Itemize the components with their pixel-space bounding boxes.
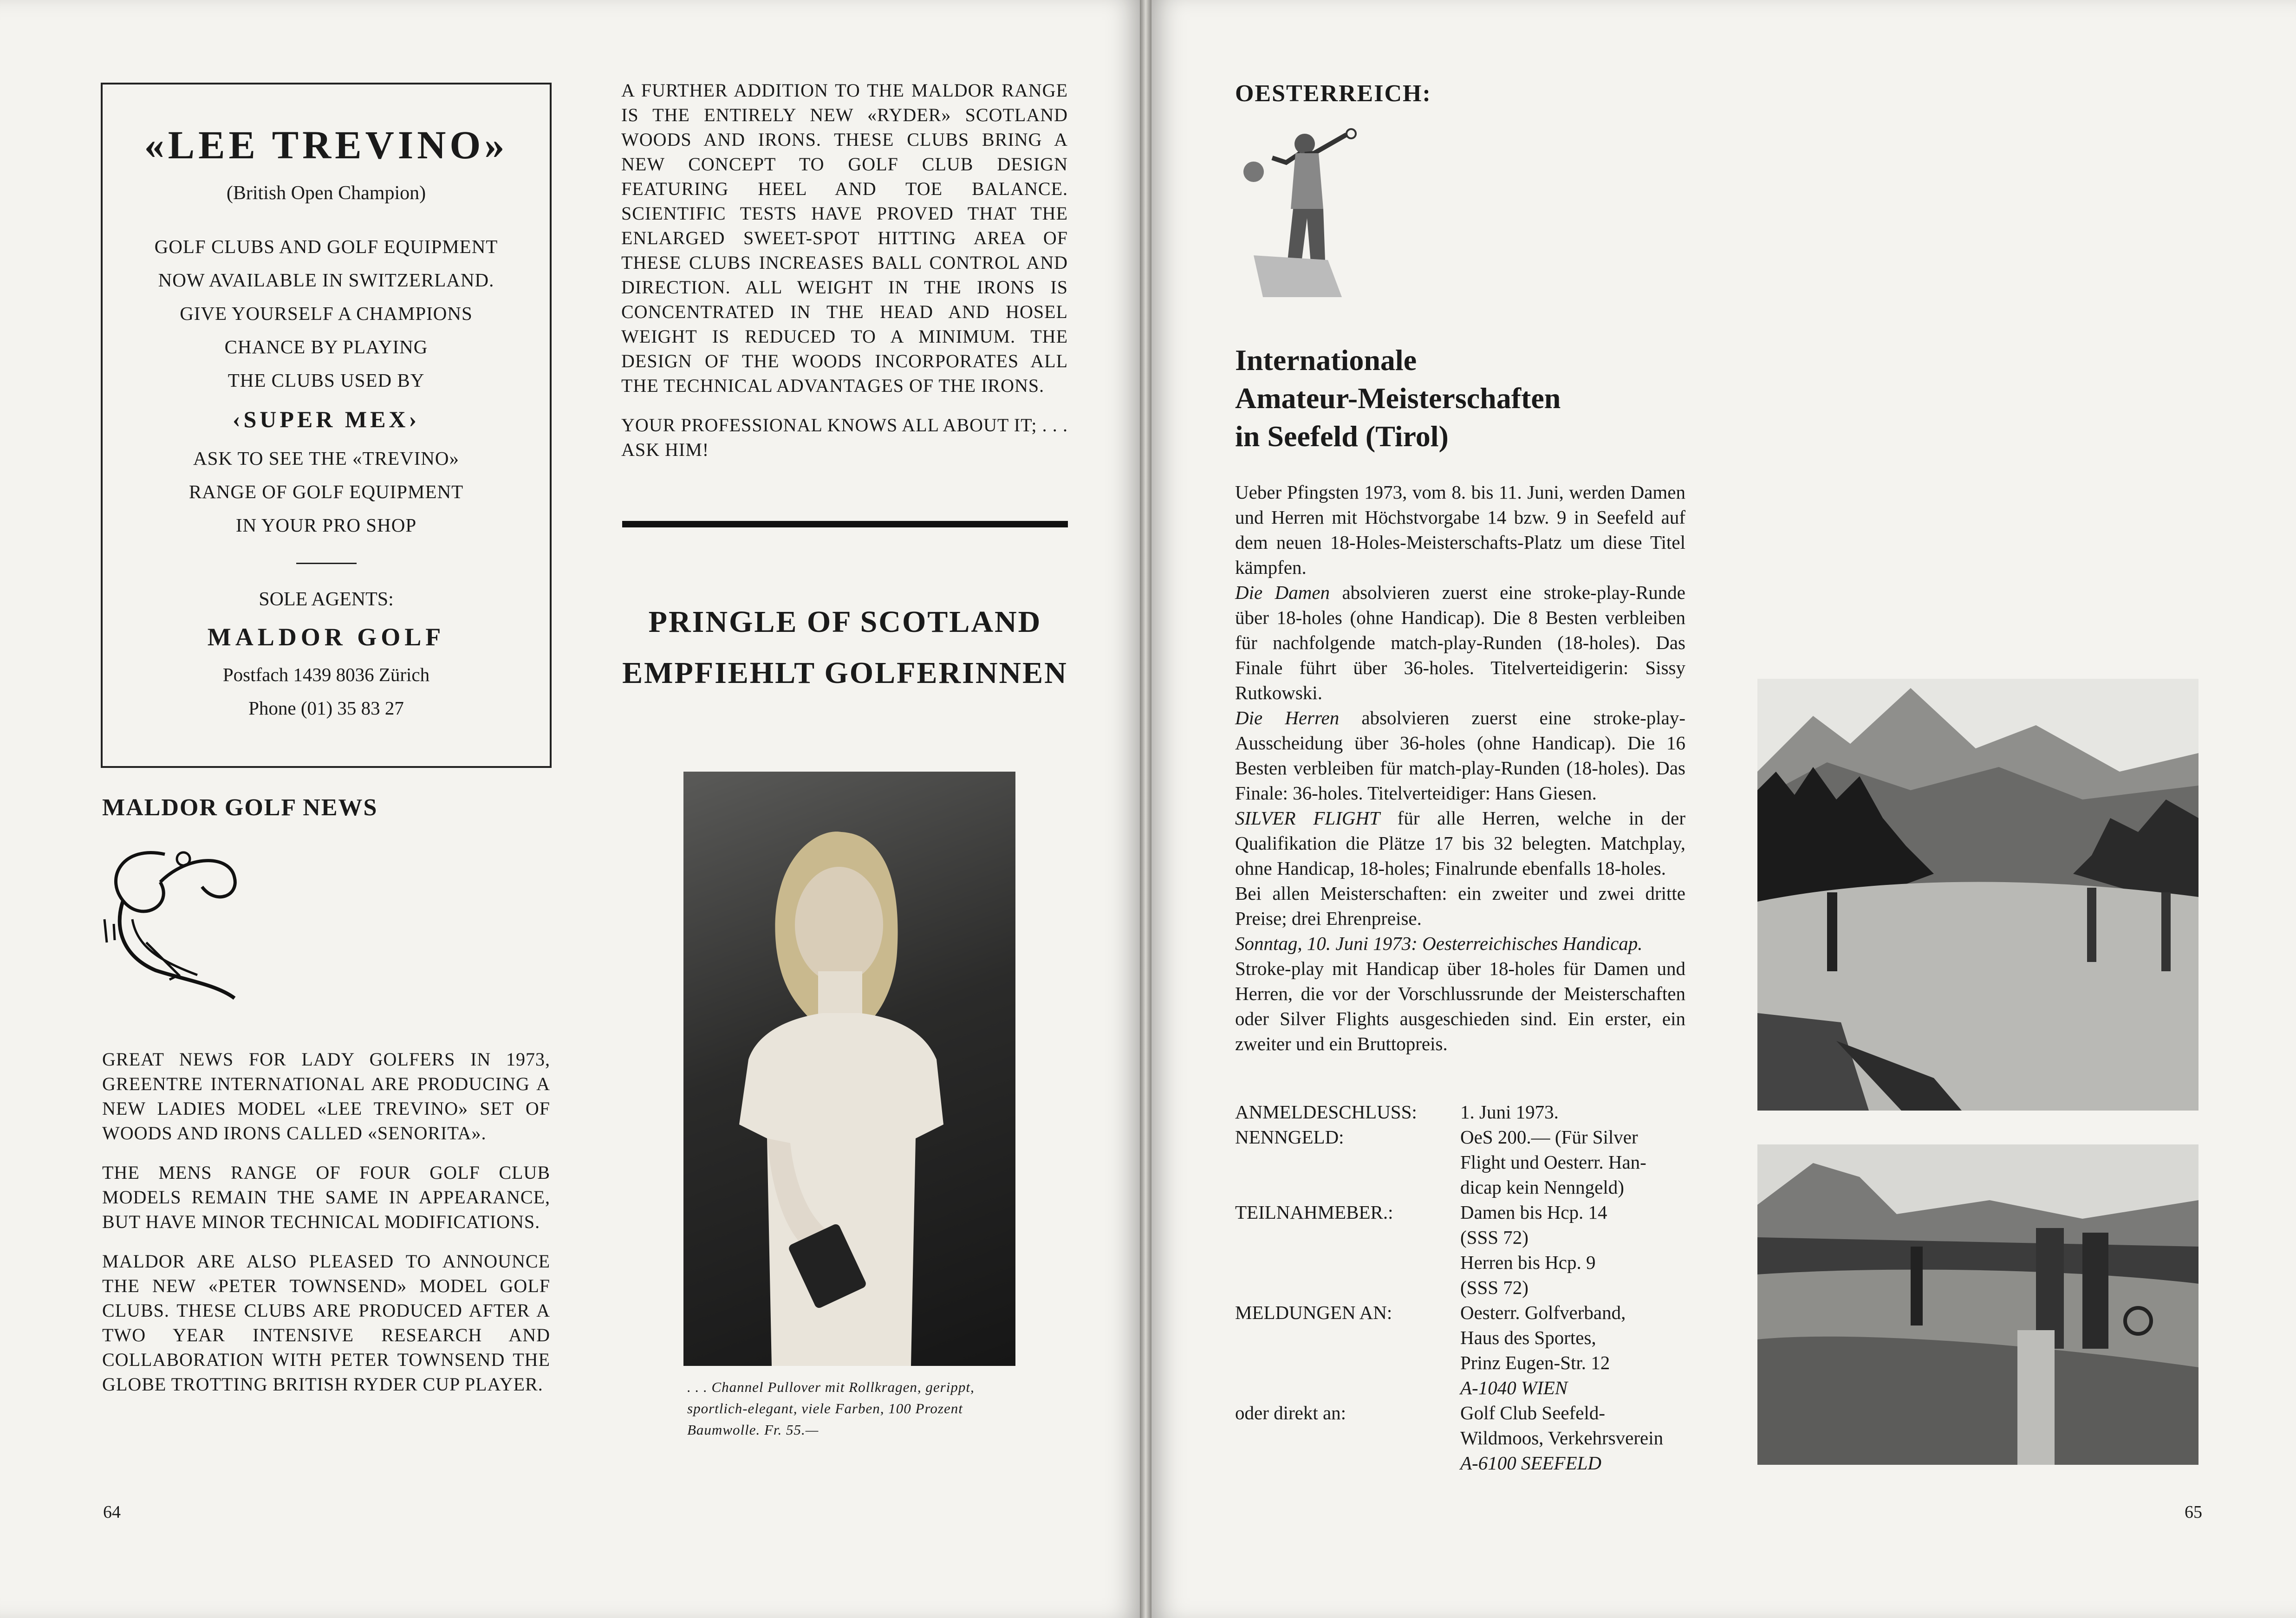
pringle-heading	[622, 597, 1068, 699]
detail-value: Wildmoos, Verkehrsverein	[1460, 1427, 1664, 1449]
news-body	[102, 1047, 550, 1411]
page-number: 65	[2185, 1502, 2202, 1522]
woman-photo	[683, 772, 1015, 1366]
ad-line: THE CLUBS USED BY	[228, 370, 425, 391]
title-line: in Seefeld (Tirol)	[1235, 420, 1449, 453]
news-paragraph: MALDOR ARE ALSO PLEASED TO ANNOUNCE THE NEW «PETER TOWNSEND» MODEL GOLF CLUBS. THESE CLUBS ARE PRODUCED AFTER A TWO YEAR INTENSIVE RESEARCH AND COLLABORATION WITH PETER TOWNSEND THE GLOBE TROTTING BRITISH RYDER CUP PLAYER.	[102, 1251, 550, 1395]
title-line: Internationale	[1235, 344, 1417, 377]
ad-line: GIVE YOURSELF A CHAMPIONS	[180, 303, 473, 324]
ad-subtitle: (British Open Champion)	[226, 182, 426, 204]
news-paragraph: GREAT NEWS FOR LADY GOLFERS IN 1973, GREENTRE INTERNATIONAL ARE PRODUCING A NEW LADIES MODEL «LEE TREVINO» SET OF WOODS AND IRONS CALLED «SENORITA».	[102, 1049, 550, 1144]
article-herren	[1235, 705, 1685, 806]
detail-value: Damen bis Hcp. 14	[1460, 1202, 1607, 1223]
ad-title: «LEE TREVINO»	[144, 123, 508, 167]
detail-value: Flight und Oesterr. Han-	[1460, 1151, 1646, 1173]
article-body	[1235, 480, 1685, 1056]
sunday-text: Stroke-play mit Handicap über 18-holes für Damen und Herren, die vor der Vorschlussrunde der Meisterschaften oder Silver Flights ausgeschieden sind. Ein erster, ein zweiter und ein Bruttopreis.	[1235, 958, 1685, 1054]
golf-course-photo-1	[1757, 679, 2198, 1111]
left-page	[0, 0, 1140, 1618]
herren-label: Die Herren	[1235, 707, 1340, 728]
detail-value: A-1040 WIEN	[1460, 1377, 1568, 1398]
detail-value: (SSS 72)	[1460, 1227, 1528, 1248]
ad-agents-name: MALDOR GOLF	[207, 623, 445, 651]
detail-value: Haus des Sportes,	[1460, 1327, 1596, 1348]
detail-value: 1. Juni 1973.	[1460, 1101, 1559, 1123]
detail-label: TEILNAHMEBER.:	[1235, 1202, 1393, 1223]
news-heading: MALDOR GOLF NEWS	[102, 794, 378, 821]
detail-value: dicap kein Nenngeld)	[1460, 1176, 1624, 1198]
detail-label: oder direkt an:	[1235, 1402, 1346, 1423]
detail-value: A-6100 SEEFELD	[1460, 1452, 1602, 1474]
detail-label: ANMELDESCHLUSS:	[1235, 1101, 1417, 1123]
golfer-illustration-icon	[1235, 125, 1384, 302]
ryder-paragraph: A FURTHER ADDITION TO THE MALDOR RANGE IS THE ENTIRELY NEW «RYDER» SCOTLAND WOODS AND IRONS. THESE CLUBS BRING A NEW CONCEPT TO GOLF CLUB DESIGN FEATURING HEEL AND TOE BALANCE. SCIENTIFIC TESTS HAVE PROVED THAT THE ENLARGED SWEET-SPOT HITTING AREA OF THESE CLUBS INCREASES BALL CONTROL AND DIRECTION. ALL WEIGHT IN THE IRONS IS CONCENTRATED IN THE HEAD AND HOSEL WEIGHT IS REDUCED TO A MINIMUM. THE DESIGN OF THE WOODS INCORPORATES ALL THE TECHNICAL ADVANTAGES OF THE IRONS.	[621, 80, 1068, 396]
news-paragraph: THE MENS RANGE OF FOUR GOLF CLUB MODELS REMAIN THE SAME IN APPEARANCE, BUT HAVE MINOR TECHNICAL MODIFICATIONS.	[102, 1162, 550, 1232]
ad-line: IN YOUR PRO SHOP	[235, 514, 417, 536]
ryder-body	[621, 78, 1068, 477]
ad-line: CHANCE BY PLAYING	[224, 336, 428, 357]
detail-value: (SSS 72)	[1460, 1277, 1528, 1298]
detail-value: Herren bis Hcp. 9	[1460, 1252, 1596, 1273]
lee-trevino-ad	[101, 83, 552, 768]
article-silver	[1235, 806, 1685, 881]
herren-text: absolvieren zuerst eine stroke-play-Ausscheidung über 36-holes (ohne Handicap). Die 16 Besten verbleiben für match-play-Runden (18-holes). Das Finale: 36-holes. Titelverteidiger: Hans Giesen.	[1235, 707, 1686, 804]
article-damen	[1235, 580, 1685, 705]
damen-label: Die Damen	[1235, 582, 1330, 603]
ad-agents-label: SOLE AGENTS:	[259, 589, 394, 610]
damen-text: absolvieren zuerst eine stroke-play-Runde über 18-holes (ohne Handicap). Die 8 Besten verbleiben für nachfolgende match-play-Runden (18-holes). Das Finale führt über 36-holes. Titelverteidigerin: Sissy Rutkowski.	[1235, 582, 1685, 703]
detail-value: Oesterr. Golfverband,	[1460, 1302, 1626, 1323]
ad-divider	[296, 563, 357, 564]
right-page	[1151, 0, 2296, 1618]
ad-phone: Phone (01) 35 83 27	[248, 697, 404, 719]
article-title	[1235, 341, 1653, 455]
detail-value: Golf Club Seefeld-	[1460, 1402, 1605, 1423]
mountain-golf-scene-icon	[1757, 679, 2198, 1111]
sunday-label: Sonntag, 10. Juni 1973: Oesterreichisches Handicap.	[1235, 933, 1643, 954]
gutter	[1140, 0, 1151, 1618]
woman-figure-icon	[683, 772, 1015, 1366]
silver-text: für alle Herren, welche in der Qualifikation die Plätze 17 bis 32 belegten. Matchplay, ohne Handicap, 18-holes; Finalrunde ebenfalls 18-holes.	[1235, 807, 1685, 879]
ad-line: GOLF CLUBS AND GOLF EQUIPMENT	[154, 236, 498, 257]
golfer-logo-icon	[95, 836, 262, 1012]
ad-line: RANGE OF GOLF EQUIPMENT	[189, 481, 464, 502]
silver-label: SILVER FLIGHT	[1235, 807, 1380, 829]
entry-details	[1235, 1099, 1690, 1480]
page-number: 64	[103, 1502, 121, 1522]
article-intro: Ueber Pfingsten 1973, vom 8. bis 11. Juni, werden Damen und Herren mit Höchstvorgabe 14 bzw. 9 in Seefeld auf dem neuen 18-Holes-Meisterschafts-Platz um diese Titel kämpfen.	[1235, 481, 1685, 578]
detail-label: NENNGELD:	[1235, 1126, 1344, 1148]
pringle-line: EMPFIEHLT GOLFERINNEN	[622, 656, 1068, 690]
detail-value: Prinz Eugen-Str. 12	[1460, 1352, 1610, 1373]
golfers-on-green-scene-icon	[1757, 1144, 2198, 1465]
ad-line: NOW AVAILABLE IN SWITZERLAND.	[158, 269, 494, 291]
ad-address: Postfach 1439 8036 Zürich	[222, 664, 430, 685]
detail-value: OeS 200.— (Für Silver	[1460, 1126, 1638, 1148]
ad-line: ASK TO SEE THE «TREVINO»	[193, 448, 459, 469]
detail-label: MELDUNGEN AN:	[1235, 1302, 1392, 1323]
ad-brand: ‹SUPER MEX›	[232, 406, 420, 432]
ad-lines	[103, 230, 550, 542]
pringle-line: PRINGLE OF SCOTLAND	[648, 605, 1042, 639]
golf-course-photo-2	[1757, 1144, 2198, 1465]
ryder-paragraph: YOUR PROFESSIONAL KNOWS ALL ABOUT IT; . . . ASK HIM!	[621, 415, 1068, 460]
country-heading: OESTERREICH:	[1235, 80, 1431, 107]
section-rule	[622, 521, 1068, 527]
title-line: Amateur-Meisterschaften	[1235, 382, 1561, 415]
article-prizes: Bei allen Meisterschaften: ein zweiter und zwei dritte Preise; drei Ehrenpreise.	[1235, 883, 1685, 929]
photo-caption: . . . Channel Pullover mit Rollkragen, gerippt, sportlich-elegant, viele Farben, 100 Prozent Baumwolle. Fr. 55.—	[687, 1379, 975, 1438]
